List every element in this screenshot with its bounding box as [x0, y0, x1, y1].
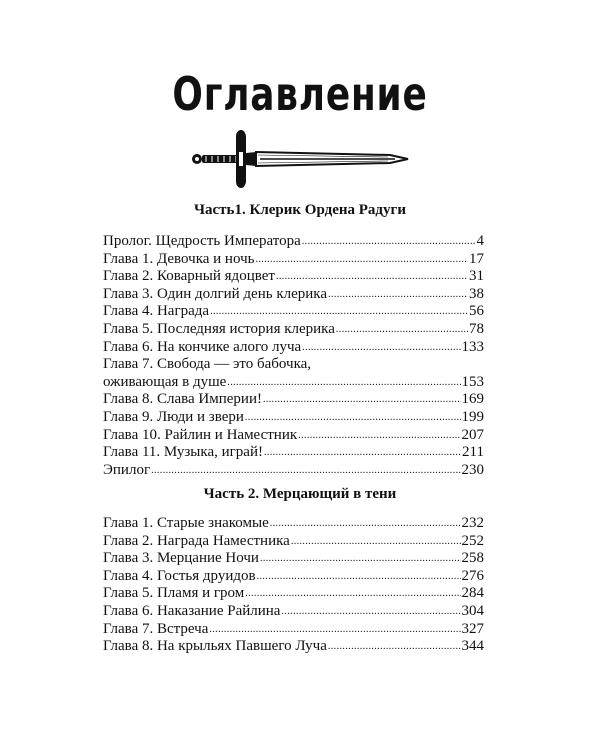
entry-title: Глава 11. Музыка, играй! [103, 444, 263, 461]
dot-leader [255, 250, 468, 269]
toc-entry[interactable] [103, 268, 484, 286]
dot-leader [281, 602, 460, 621]
sword-icon [190, 128, 410, 190]
toc-entry[interactable] [103, 638, 484, 656]
part-1-entries [103, 233, 484, 479]
dot-leader [257, 567, 461, 586]
dot-leader [328, 637, 461, 656]
dot-leader [276, 267, 468, 286]
dot-leader [336, 320, 468, 339]
dot-leader [245, 584, 460, 603]
entry-title: Глава 3. Мерцание Ночи [103, 550, 259, 567]
entry-page: 230 [461, 461, 484, 478]
entry-page: 304 [461, 602, 484, 619]
toc-entry[interactable] [103, 233, 484, 251]
toc-entry[interactable] [103, 303, 484, 321]
dot-leader [245, 408, 461, 427]
entry-title: Эпилог [103, 461, 151, 478]
entry-page: 232 [461, 515, 484, 531]
entry-page: 31 [469, 268, 484, 285]
entry-title: Глава 5. Пламя и гром [103, 585, 245, 602]
dot-leader [210, 302, 468, 321]
dot-leader [270, 514, 461, 533]
toc-entry[interactable] [103, 603, 484, 621]
toc-entry[interactable] [103, 286, 484, 304]
part-2-entries [103, 515, 484, 656]
entry-title: Глава 1. Девочка и ночь [103, 250, 255, 267]
toc-entry-first-line[interactable] [103, 356, 484, 374]
entry-page: 252 [461, 532, 484, 549]
entry-title: Глава 4. Гостья друидов [103, 567, 256, 584]
entry-page: 199 [461, 408, 484, 425]
toc-entry[interactable] [103, 409, 484, 427]
entry-title: Глава 6. Наказание Райлина [103, 602, 281, 619]
entry-page: 133 [461, 338, 484, 355]
entry-page: 276 [461, 567, 484, 584]
toc-entry[interactable] [103, 515, 484, 533]
entry-page: 4 [476, 233, 484, 249]
toc-entry[interactable] [103, 533, 484, 551]
entry-title: Глава 3. Один долгий день клерика [103, 285, 328, 302]
toc-entry[interactable] [103, 550, 484, 568]
entry-title: Глава 5. Последняя история клерика [103, 320, 335, 337]
entry-title: Глава 8. Слава Империи! [103, 391, 262, 408]
dot-leader [291, 532, 461, 551]
entry-title: Глава 2. Награда Наместника [103, 532, 290, 549]
entry-page: 56 [469, 303, 484, 320]
toc-entry[interactable] [103, 427, 484, 445]
page-title: Оглавление [172, 67, 428, 121]
entry-title: Глава 10. Райлин и Наместник [103, 426, 298, 443]
entry-title: Пролог. Щедрость Императора [103, 233, 301, 249]
dot-leader [151, 461, 460, 480]
toc-entry[interactable] [103, 585, 484, 603]
part-1-heading: Часть1. Клерик Ордена Радуги [194, 202, 406, 218]
dot-leader [264, 443, 461, 462]
entry-page: 258 [461, 550, 484, 567]
toc-entry[interactable] [103, 444, 484, 462]
toc-entry[interactable] [103, 374, 484, 392]
toc-entry[interactable] [103, 462, 484, 480]
entry-page: 78 [469, 320, 484, 337]
entry-title: оживающая в душе [103, 373, 227, 390]
part-2-heading: Часть 2. Мерцающий в тени [203, 486, 397, 502]
entry-page: 17 [469, 250, 484, 267]
dot-leader [328, 285, 468, 304]
entry-page: 344 [461, 638, 484, 655]
entry-title: Глава 1. Старые знакомые [103, 515, 269, 531]
entry-page: 211 [462, 444, 484, 461]
toc-entry[interactable] [103, 251, 484, 269]
entry-page: 153 [461, 373, 484, 390]
entry-page: 284 [461, 585, 484, 602]
entry-title-line1: Глава 7. Свобода — это бабочка, [103, 356, 312, 373]
toc-entry[interactable] [103, 391, 484, 409]
entry-title: Глава 4. Награда [103, 303, 210, 320]
dot-leader [302, 338, 460, 357]
toc-entry[interactable] [103, 621, 484, 639]
toc-entry[interactable] [103, 339, 484, 357]
entry-title: Глава 7. Встреча [103, 620, 209, 637]
entry-page: 169 [461, 391, 484, 408]
entry-title: Глава 2. Коварный ядоцвет [103, 268, 275, 285]
dot-leader [227, 373, 460, 392]
entry-page: 38 [469, 285, 484, 302]
entry-page: 327 [461, 620, 484, 637]
dot-leader [260, 549, 461, 568]
entry-page: 207 [461, 426, 484, 443]
entry-title: Глава 9. Люди и звери [103, 408, 244, 425]
entry-title: Глава 6. На кончике алого луча [103, 338, 302, 355]
entry-title: Глава 8. На крыльях Павшего Луча [103, 638, 327, 655]
dot-leader [209, 620, 460, 639]
dot-leader [302, 232, 476, 251]
toc-entry[interactable] [103, 321, 484, 339]
toc-entry[interactable] [103, 568, 484, 586]
dot-leader [263, 390, 461, 409]
dot-leader [298, 426, 460, 445]
